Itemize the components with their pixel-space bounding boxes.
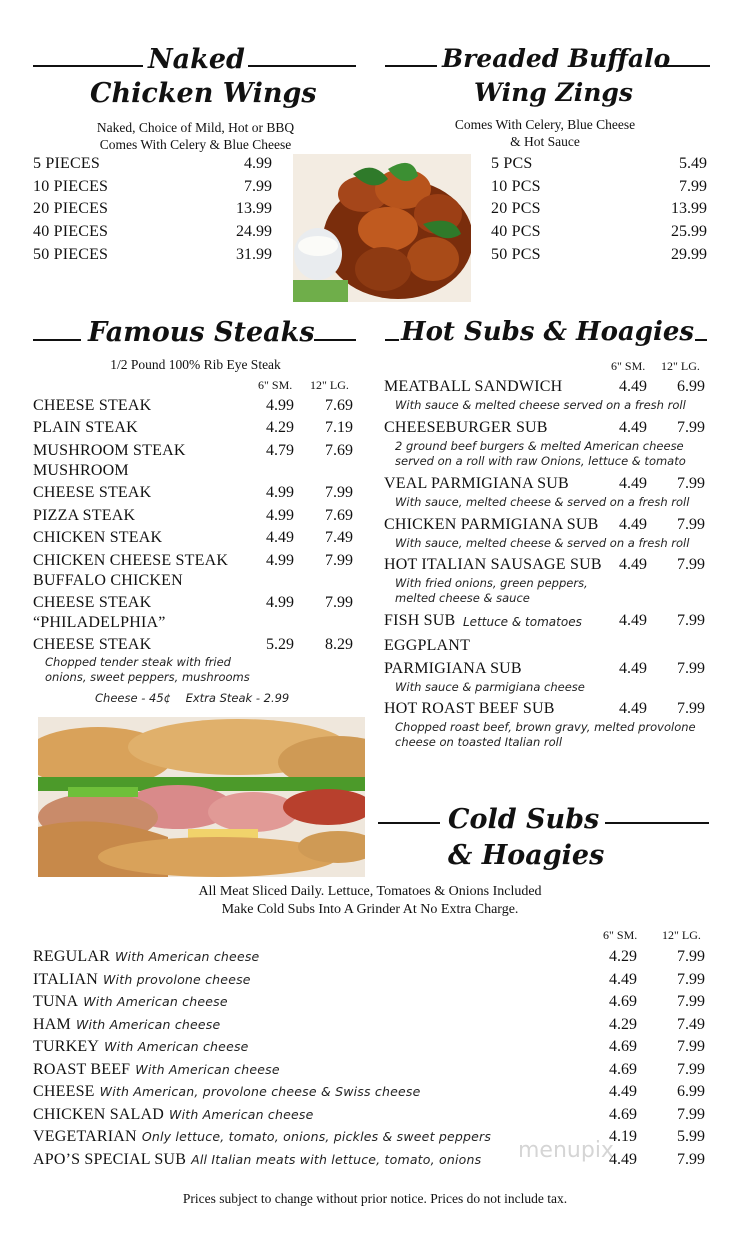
steak-item-small-price: 4.99	[266, 552, 294, 569]
hotsub-item-small-price: 4.49	[619, 419, 647, 436]
steak-item-name: PIZZA STEAK	[33, 507, 136, 524]
coldsub-item-large-price: 5.99	[677, 1128, 705, 1145]
coldsub-item-large-price: 7.99	[677, 1060, 705, 1078]
divider	[385, 65, 437, 67]
zings-item-price: 13.99	[671, 200, 707, 218]
coldsub-item-small-price: 4.19	[609, 1128, 637, 1145]
steak-item-large-price: 7.99	[325, 484, 353, 501]
steak-item-name: CHICKEN CHEESE STEAK	[33, 552, 229, 569]
wings-photo	[293, 154, 471, 302]
coldsub-item-name: CHICKEN SALAD	[33, 1105, 165, 1123]
zings-item-name: 40 PCS	[491, 223, 541, 241]
hotsub-item-small-price: 4.49	[619, 700, 647, 717]
coldsub-item-desc: With American cheese	[75, 1016, 221, 1032]
steaks-title: Famous Steaks	[88, 317, 315, 348]
coldsub-item-large-price: 7.99	[677, 948, 705, 965]
steak-item-name: CHEESE STEAK	[33, 636, 152, 653]
coldsub-item	[33, 1083, 420, 1101]
coldsub-item-small-price: 4.49	[609, 1150, 637, 1168]
zings-subtitle-2: & Hot Sauce	[510, 134, 580, 149]
divider	[33, 65, 143, 67]
hotsub-item-name: HOT ITALIAN SAUSAGE SUB	[384, 556, 602, 573]
steak-item-large-price: 7.69	[325, 397, 353, 414]
coldsub-item-small-price: 4.29	[609, 948, 637, 965]
wings-item-name: 5 PIECES	[33, 155, 100, 172]
wings-item-price: 4.99	[244, 155, 272, 172]
coldsub-item-name: TURKEY	[33, 1038, 100, 1055]
wings-item-price: 7.99	[244, 177, 272, 195]
coldsub-item-name: VEGETARIAN	[33, 1128, 137, 1145]
steak-item-small-price: 4.79	[266, 442, 294, 459]
divider	[314, 339, 356, 341]
zings-title-line2: Wing Zings	[474, 78, 633, 107]
hotsub-item-desc: With sauce & parmigiana cheese	[395, 680, 585, 694]
wings-title-line1: Naked	[148, 44, 245, 75]
coldsub-item-desc: With American cheese	[114, 949, 260, 964]
coldsubs-col-small: 6" SM.	[603, 928, 638, 942]
coldsub-item-small-price: 4.69	[609, 1060, 637, 1078]
coldsub-item	[33, 971, 251, 989]
coldsubs-title-line1: Cold Subs	[448, 804, 600, 835]
hotsub-item-name: CHICKEN PARMIGIANA SUB	[384, 516, 599, 533]
coldsub-item-large-price: 7.99	[677, 1150, 705, 1168]
coldsub-item-large-price: 7.99	[677, 1038, 705, 1055]
coldsub-item-small-price: 4.69	[609, 993, 637, 1010]
wings-subtitle-2: Comes With Celery & Blue Cheese	[99, 137, 292, 152]
steak-item-name: CHEESE STEAK	[33, 594, 152, 611]
coldsub-item-large-price: 7.99	[677, 970, 705, 988]
coldsub-item-desc: With American cheese	[104, 1039, 249, 1054]
coldsub-item-name: HAM	[33, 1015, 71, 1033]
hotsub-item-desc: Chopped roast beef, brown gravy, melted provolone	[395, 720, 696, 734]
wings-item-name: 50 PIECES	[33, 245, 109, 263]
hotsub-item-desc: cheese on toasted Italian roll	[395, 735, 563, 749]
coldsub-item-name: CHEESE	[33, 1083, 95, 1100]
steak-item-large-price: 7.99	[325, 552, 353, 569]
coldsub-item	[33, 1061, 280, 1079]
coldsub-item-desc: With American, provolone cheese & Swiss cheese	[99, 1084, 421, 1099]
coldsub-item	[33, 993, 228, 1011]
hotsub-item-small-price: 4.49	[619, 556, 647, 573]
coldsub-item	[33, 1151, 481, 1169]
hotsubs-col-large: 12" LG.	[661, 359, 700, 373]
steak-item-name-top: BUFFALO CHICKEN	[33, 572, 183, 589]
footer-note: Prices subject to change without prior notice. Prices do not include tax.	[182, 1191, 568, 1206]
wings-item-name: 20 PIECES	[33, 200, 109, 218]
hotsub-item-large-price: 7.99	[677, 660, 705, 677]
hotsub-item-large-price: 7.99	[677, 556, 705, 573]
coldsub-item-large-price: 6.99	[677, 1083, 705, 1100]
steak-item-name-top: “PHILADELPHIA”	[33, 614, 166, 631]
steak-item-small-price: 4.29	[266, 419, 294, 436]
hotsubs-col-small: 6" SM.	[611, 359, 646, 373]
steak-item-large-price: 8.29	[325, 636, 353, 653]
wings-item-price: 24.99	[236, 223, 272, 241]
steak-item-name: CHEESE STEAK	[33, 397, 152, 414]
coldsubs-subtitle-2: Make Cold Subs Into A Grinder At No Extra Charge.	[221, 902, 519, 917]
hotsub-item-small-price: 4.49	[619, 612, 647, 629]
coldsub-item	[33, 1016, 220, 1034]
steaks-subtitle: 1/2 Pound 100% Rib Eye Steak	[110, 357, 281, 372]
wings-item-name: 40 PIECES	[33, 223, 109, 241]
divider	[248, 65, 356, 67]
coldsub-item-small-price: 4.49	[609, 970, 637, 988]
divider	[33, 339, 81, 341]
coldsub-item-name: ROAST BEEF	[33, 1060, 131, 1078]
coldsub-item-large-price: 7.49	[677, 1015, 705, 1033]
steak-item-large-price: 7.49	[325, 529, 353, 546]
steak-item-large-price: 7.99	[325, 594, 353, 611]
coldsub-item	[33, 1128, 491, 1146]
steak-item-name-top: MUSHROOM	[33, 462, 129, 479]
coldsub-item-desc: All Italian meats with lettuce, tomato, onions	[191, 1151, 482, 1167]
steaks-col-small: 6" SM.	[258, 378, 293, 392]
coldsub-item	[33, 1106, 314, 1124]
hotsub-item-large-price: 7.99	[677, 419, 705, 436]
wings-item-name: 10 PIECES	[33, 177, 109, 195]
coldsub-item-desc: Only lettuce, tomato, onions, pickles & sweet peppers	[141, 1129, 492, 1144]
zings-item-name: 50 PCS	[491, 245, 541, 263]
coldsub-item-small-price: 4.29	[609, 1015, 637, 1033]
coldsub-item-name: APO’S SPECIAL SUB	[33, 1150, 187, 1168]
steak-item-small-price: 4.49	[266, 529, 294, 546]
coldsubs-subtitle-1: All Meat Sliced Daily. Lettuce, Tomatoes & Onions Included	[198, 884, 542, 899]
hotsub-item-name: PARMIGIANA SUB	[384, 660, 522, 677]
steak-item-name: PLAIN STEAK	[33, 419, 138, 436]
hotsubs-title: Hot Subs & Hoagies	[401, 317, 695, 347]
philly-description-1: Chopped tender steak with fried	[45, 655, 231, 669]
coldsub-item	[33, 948, 259, 966]
hotsub-item-large-price: 7.99	[677, 612, 705, 629]
hotsub-item-large-price: 7.99	[677, 516, 705, 533]
wings-title-line2: Chicken Wings	[90, 78, 317, 109]
steak-item-small-price: 4.99	[266, 484, 294, 501]
hotsub-item-small-price: 4.49	[619, 516, 647, 533]
steak-item-large-price: 7.69	[325, 507, 353, 524]
hotsub-item-desc: 2 ground beef burgers & melted American cheese	[395, 439, 684, 453]
hotsub-item-large-price: 7.99	[677, 700, 705, 717]
coldsub-item-desc: With American cheese	[135, 1061, 280, 1077]
hotsub-item-desc: With sauce & melted cheese served on a fresh roll	[395, 398, 686, 412]
hotsub-item-large-price: 7.99	[677, 475, 705, 492]
zings-item-price: 7.99	[679, 177, 707, 195]
subs-photo	[38, 717, 365, 877]
hotsub-item-desc: served on a roll with raw Onions, lettuce & tomato	[395, 454, 686, 468]
coldsub-item-name: TUNA	[33, 993, 79, 1010]
coldsub-item-small-price: 4.69	[609, 1038, 637, 1055]
coldsub-item-name: ITALIAN	[33, 970, 98, 988]
hotsub-item-name: FISH SUB	[384, 612, 456, 629]
wings-subtitle-1: Naked, Choice of Mild, Hot or BBQ	[96, 120, 295, 135]
zings-item-name: 10 PCS	[491, 177, 541, 195]
coldsub-item-large-price: 7.99	[677, 1105, 705, 1123]
hotsub-item-name: HOT ROAST BEEF SUB	[384, 700, 555, 717]
coldsubs-col-large: 12" LG.	[662, 928, 701, 942]
coldsubs-title-line2: & Hoagies	[448, 840, 605, 871]
hotsub-item-desc: With sauce, melted cheese & served on a fresh roll	[395, 536, 690, 550]
steak-item-small-price: 4.99	[266, 507, 294, 524]
zings-item-name: 5 PCS	[491, 155, 533, 172]
coldsub-item-small-price: 4.69	[609, 1105, 637, 1123]
steak-item-small-price: 5.29	[266, 636, 294, 653]
zings-item-price: 25.99	[671, 223, 707, 241]
hotsub-item-desc: With fried onions, green peppers,	[395, 576, 588, 590]
coldsub-item	[33, 1038, 249, 1056]
hotsub-item-name: MEATBALL SANDWICH	[384, 378, 563, 395]
hotsub-item-name-top: EGGPLANT	[384, 637, 471, 654]
philly-description-2: onions, sweet peppers, mushrooms	[45, 670, 250, 684]
hotsub-item-desc: With sauce, melted cheese & served on a fresh roll	[395, 495, 690, 509]
hotsub-item-small-price: 4.49	[619, 378, 647, 395]
hotsub-item-small-price: 4.49	[619, 475, 647, 492]
hotsub-item-inline-desc: Lettuce & tomatoes	[463, 615, 582, 629]
steaks-extras: Cheese - 45¢ Extra Steak - 2.99	[95, 691, 290, 705]
divider	[385, 339, 399, 341]
steak-item-name: CHICKEN STEAK	[33, 529, 163, 546]
zings-item-name: 20 PCS	[491, 200, 541, 218]
coldsub-item-small-price: 4.49	[609, 1083, 637, 1100]
zings-item-price: 5.49	[679, 155, 707, 172]
coldsub-item-large-price: 7.99	[677, 993, 705, 1010]
steaks-col-large: 12" LG.	[310, 378, 349, 392]
hotsub-item-desc: melted cheese & sauce	[395, 591, 530, 605]
hotsub-item-name: CHEESEBURGER SUB	[384, 419, 548, 436]
steak-item-name: MUSHROOM STEAK	[33, 442, 186, 459]
hotsub-item-large-price: 6.99	[677, 378, 705, 395]
steak-item-small-price: 4.99	[266, 594, 294, 611]
coldsub-item-desc: With American cheese	[169, 1106, 314, 1122]
zings-subtitle-1: Comes With Celery, Blue Cheese	[454, 117, 636, 132]
steak-item-name: CHEESE STEAK	[33, 484, 152, 501]
divider	[605, 822, 709, 824]
watermark: menupix	[518, 1138, 614, 1163]
wings-item-price: 31.99	[236, 245, 272, 263]
divider	[378, 822, 440, 824]
divider	[695, 339, 707, 341]
hotsub-item-name: VEAL PARMIGIANA SUB	[384, 475, 569, 492]
zings-title-line1: Breaded Buffalo	[442, 44, 671, 73]
coldsub-item-name: REGULAR	[33, 948, 110, 965]
steak-item-large-price: 7.19	[325, 419, 353, 436]
coldsub-item-desc: With provolone cheese	[103, 971, 251, 987]
zings-item-price: 29.99	[671, 245, 707, 263]
hotsub-item-small-price: 4.49	[619, 660, 647, 677]
steak-item-large-price: 7.69	[325, 442, 353, 459]
coldsub-item-desc: With American cheese	[83, 994, 228, 1009]
wings-item-price: 13.99	[236, 200, 272, 218]
steak-item-small-price: 4.99	[266, 397, 294, 414]
